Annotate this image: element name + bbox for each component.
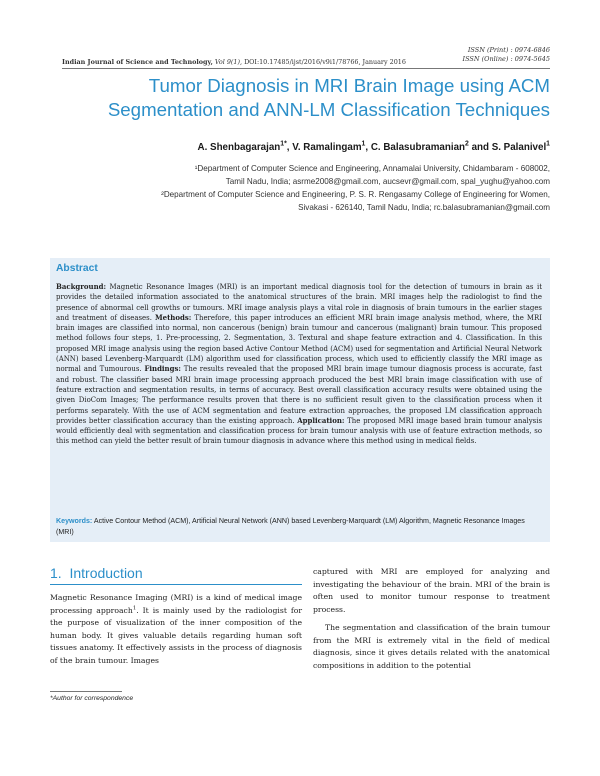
journal-name: Indian Journal of Science and Technology,	[62, 58, 213, 66]
author-1-mark: 1*	[280, 140, 287, 148]
abstract-text	[56, 282, 542, 447]
issn-block	[463, 46, 551, 64]
keywords	[56, 516, 542, 538]
author-3-mark: 2	[465, 140, 469, 148]
section-rule	[50, 584, 302, 585]
section-number: 1.	[50, 565, 62, 581]
footnote: *Author for correspondence	[50, 695, 134, 702]
issn-online: ISSN (Online) : 0974-5645	[462, 55, 550, 63]
body-paragraph	[50, 592, 302, 667]
body-column-left	[50, 592, 302, 667]
abstract-application-label: Application:	[297, 415, 345, 425]
author-4-mark: 1	[546, 140, 550, 148]
citation-mark: 1	[132, 604, 137, 611]
author-2: , V. Ramalingam	[286, 142, 362, 153]
author-3: , C. Balasubramanian	[365, 142, 466, 153]
affiliation-line: ¹Department of Computer Science and Engineering, Annamalai University, Chidambaram - 608002,	[194, 164, 550, 173]
affiliation-line: Sivakasi - 626140, Tamil Nadu, India; rc.balasubramanian@gmail.com	[298, 203, 550, 212]
author-list	[198, 142, 550, 153]
body-text: . It is mainly used by the radiologist for the purpose of visualization of the inner composition of the human body. It gives valuable details regarding human soft tissues anatomy. It effectively assists in the process of diagnosis of the brain tumour. Images	[50, 605, 303, 665]
body-paragraph: captured with MRI are employed for analyzing and investigating the behaviour of the brain. MRI of the brain is often used to monitor tumour response to treatment process.	[313, 567, 550, 614]
affiliations	[100, 162, 550, 214]
footnote-rule	[50, 691, 122, 692]
body-text: Magnetic Resonance Imaging (MRI) is a kind of medical image processing approach	[50, 593, 302, 615]
body-column-right	[313, 566, 550, 672]
journal-line	[62, 58, 406, 66]
abstract-findings: The results revealed that the proposed MRI brain image tumour diagnosis process is accurate, fast and robust. The classifier based MRI brain image processing approach produced the best MRI brain image classification with use of feature extraction and segmentation results, in terms of accuracy. Best overall classification accuracy results were obtained using the given DioCom Images; The performance results proven that there is no sufficient result given to the classification process when it performs separately. With the use of ACM segmentation and feature extraction approaches, the proposed LM classification approach provides better classification accuracy than the existing approach.	[56, 365, 542, 425]
abstract-background: Magnetic Resonance Images (MRI) is an important medical diagnosis tool for the detection of tumours in brain as it provides the detailed information associated to the anatomical structures of the brain. MRI images help the radiologist to find the presence of abnormal cell growths or tumours. MRI image analysis plays a vital role in diagnosis of brain tumours in the earlier stages and treatment of diseases.	[56, 283, 542, 322]
abstract-findings-label: Findings:	[144, 364, 181, 374]
keywords-text: Active Contour Method (ACM), Artificial Neural Network (ANN) based Levenberg-Marquardt (LM) Algorithm, Magnetic Resonance Images (MRI)	[56, 517, 525, 536]
author-2-mark: 1	[361, 140, 366, 148]
section-title: Introduction	[69, 565, 143, 581]
abstract-application: The proposed MRI image based brain tumour analysis would efficiently deal with segmentation and classification process for brain tumour analysis with use of feature extraction methods, so this method can yield the better result of brain tumour diagnosis in advance where this method using in medical fields.	[56, 416, 543, 446]
section-heading	[50, 565, 143, 581]
affiliation-line: Tamil Nadu, India; asrme2008@gmail.com, aucsevr@gmail.com, spal_yughu@yahoo.com	[225, 177, 550, 186]
author-1: A. Shenbagarajan	[197, 142, 281, 153]
author-4: and S. Palanivel	[468, 142, 547, 153]
title-line-1: Tumor Diagnosis in MRI Brain Image using ACM	[148, 75, 550, 96]
title-line-2: Segmentation and ANN-LM Classification Techniques	[107, 99, 550, 120]
header-rule	[62, 68, 550, 69]
affiliation-line: ²Department of Computer Science and Engineering, P. S. R. Rengasamy College of Engineering for Women,	[161, 190, 550, 199]
abstract-heading: Abstract	[56, 263, 98, 274]
journal-doi-date: DOI:10.17485/ijst/2016/v9i1/78766, January 2016	[244, 58, 406, 66]
abstract-background-label: Background:	[56, 282, 107, 291]
abstract-methods: Therefore, this paper introduces an efficient MRI brain image analysis method, where, the MRI brain images are classified into normal, non cancerous (benign) brain tumour and cancerous (malignant) brain tumour. This proposed method follows four steps, 1. Pre-processing, 2. Segmentation, 3. Textural and shape feature extraction and 4. Classification. In this proposed MRI image analysis using the region based Active Contour Method (ACM) used for segmentation and Artificial Neural Network (ANN) based Levenberg-Marquardt (LM) algorithm used for classification process, which used to efficiently classify the MRI image as normal and Tumourous.	[56, 313, 542, 374]
journal-volume: Vol 9(1),	[214, 58, 243, 66]
abstract-methods-label: Methods:	[155, 312, 192, 322]
body-paragraph: The segmentation and classification of the brain tumour from the MRI is extremely vital in the field of medical diagnosis, since it gives details related with the anatomical compositions in addition to the potential	[313, 623, 550, 670]
paper-title	[62, 74, 550, 122]
issn-print: ISSN (Print) : 0974-6846	[467, 46, 550, 54]
keywords-label: Keywords:	[56, 517, 93, 525]
